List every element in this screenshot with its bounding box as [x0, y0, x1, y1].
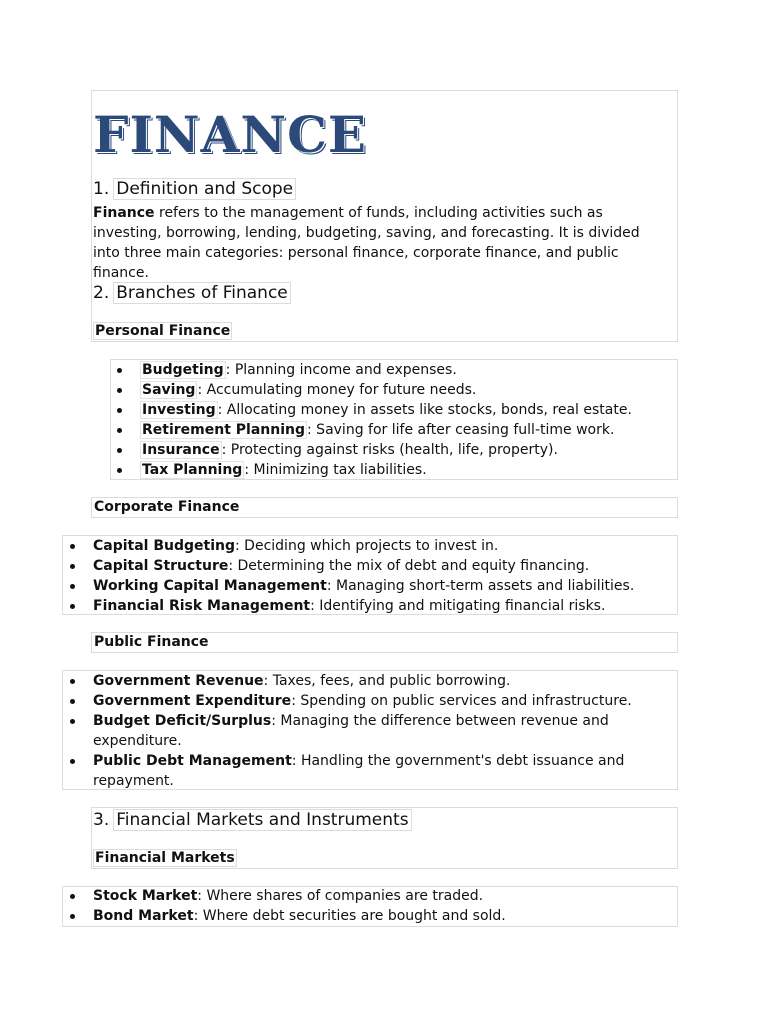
list-item-desc: : Spending on public services and infrastructure. [291, 693, 632, 709]
list-item [93, 596, 673, 616]
list-item-term: Stock Market [93, 888, 198, 904]
list-item-term: Financial Risk Management [93, 598, 311, 614]
bullet-icon [117, 428, 122, 433]
list-item-term: Retirement Planning [142, 422, 306, 438]
list-item [93, 751, 633, 791]
bullet-icon [70, 544, 75, 549]
list-item-term: Government Expenditure [93, 693, 292, 709]
list-item-term: Capital Budgeting [93, 538, 236, 554]
list-item [93, 906, 673, 926]
list-item-desc: : Deciding which projects to invest in. [235, 538, 499, 554]
bullet-icon [70, 759, 75, 764]
bullet-icon [70, 604, 75, 609]
list-item-desc: : Minimizing tax liabilities. [244, 462, 427, 478]
section-number: 3. [93, 810, 110, 830]
section-title: Branches of Finance [113, 282, 291, 304]
list-item [93, 691, 633, 711]
list-item-desc: : Where shares of companies are traded. [197, 888, 484, 904]
financial-markets-heading: Financial Markets [95, 850, 235, 866]
bullet-icon [70, 894, 75, 899]
list-item-term: Budgeting [142, 362, 224, 378]
list-item [93, 576, 673, 596]
list-item-desc: : Determining the mix of debt and equity financing. [228, 558, 590, 574]
list-item [93, 886, 673, 906]
bullet-icon [70, 914, 75, 919]
section-heading-markets [93, 808, 412, 832]
bullet-icon [117, 468, 122, 473]
document-title: FINANCE [93, 105, 367, 164]
list-item-desc: : Planning income and expenses. [225, 362, 457, 378]
corporate-finance-list [93, 536, 673, 616]
list-item-term: Capital Structure [93, 558, 229, 574]
list-item-desc: : Managing short-term assets and liabilities. [326, 578, 635, 594]
financial-markets-list [93, 886, 673, 926]
definition-term: Finance [93, 205, 155, 221]
bullet-icon [70, 719, 75, 724]
public-finance-list [93, 671, 633, 791]
section-heading-branches [93, 281, 291, 305]
list-item [140, 420, 670, 440]
section-heading-definition [93, 177, 296, 201]
personal-finance-list [140, 360, 670, 480]
list-item-term: Insurance [142, 442, 220, 458]
list-item-desc: : Where debt securities are bought and sold. [193, 908, 506, 924]
bullet-icon [117, 388, 122, 393]
bullet-icon [117, 448, 122, 453]
personal-finance-heading: Personal Finance [95, 323, 231, 339]
list-item-term: Public Debt Management [93, 753, 292, 769]
bullet-icon [117, 408, 122, 413]
section-title: Financial Markets and Instruments [113, 809, 411, 831]
list-item-desc: : Protecting against risks (health, life, property). [221, 442, 558, 458]
list-item [93, 536, 673, 556]
list-item-desc: : Accumulating money for future needs. [197, 382, 477, 398]
list-item [140, 400, 670, 420]
list-item [140, 380, 670, 400]
definition-text: refers to the management of funds, including activities such as investing, borrowing, lending, budgeting, saving, and forecasting. It is divided into three main categories: personal finance, corporate finance, and public finance. [93, 205, 640, 281]
public-finance-heading: Public Finance [94, 634, 209, 650]
list-item-desc: : Taxes, fees, and public borrowing. [263, 673, 511, 689]
list-item-desc: : Managing the difference between revenue and expenditure. [93, 713, 609, 749]
section-number: 1. [93, 179, 110, 199]
definition-paragraph [93, 203, 668, 283]
corporate-finance-heading: Corporate Finance [94, 499, 240, 515]
list-item-term: Bond Market [93, 908, 194, 924]
list-item-term: Budget Deficit/Surplus [93, 713, 272, 729]
list-item-desc: : Identifying and mitigating financial risks. [310, 598, 606, 614]
section-number: 2. [93, 283, 110, 303]
bullet-icon [70, 564, 75, 569]
list-item [140, 360, 670, 380]
list-item [93, 556, 673, 576]
list-item-term: Investing [142, 402, 216, 418]
bullet-icon [117, 368, 122, 373]
list-item-desc: : Handling the government's debt issuance and repayment. [93, 753, 625, 789]
bullet-icon [70, 584, 75, 589]
bullet-icon [70, 699, 75, 704]
section-title: Definition and Scope [113, 178, 296, 200]
list-item [93, 711, 633, 751]
list-item-term: Tax Planning [142, 462, 243, 478]
list-item-desc: : Saving for life after ceasing full-time work. [307, 422, 615, 438]
list-item-term: Government Revenue [93, 673, 264, 689]
list-item-term: Saving [142, 382, 196, 398]
list-item [140, 460, 670, 480]
list-item-term: Working Capital Management [93, 578, 327, 594]
list-item [93, 671, 633, 691]
list-item-desc: : Allocating money in assets like stocks, bonds, real estate. [217, 402, 632, 418]
list-item [140, 440, 670, 460]
bullet-icon [70, 679, 75, 684]
